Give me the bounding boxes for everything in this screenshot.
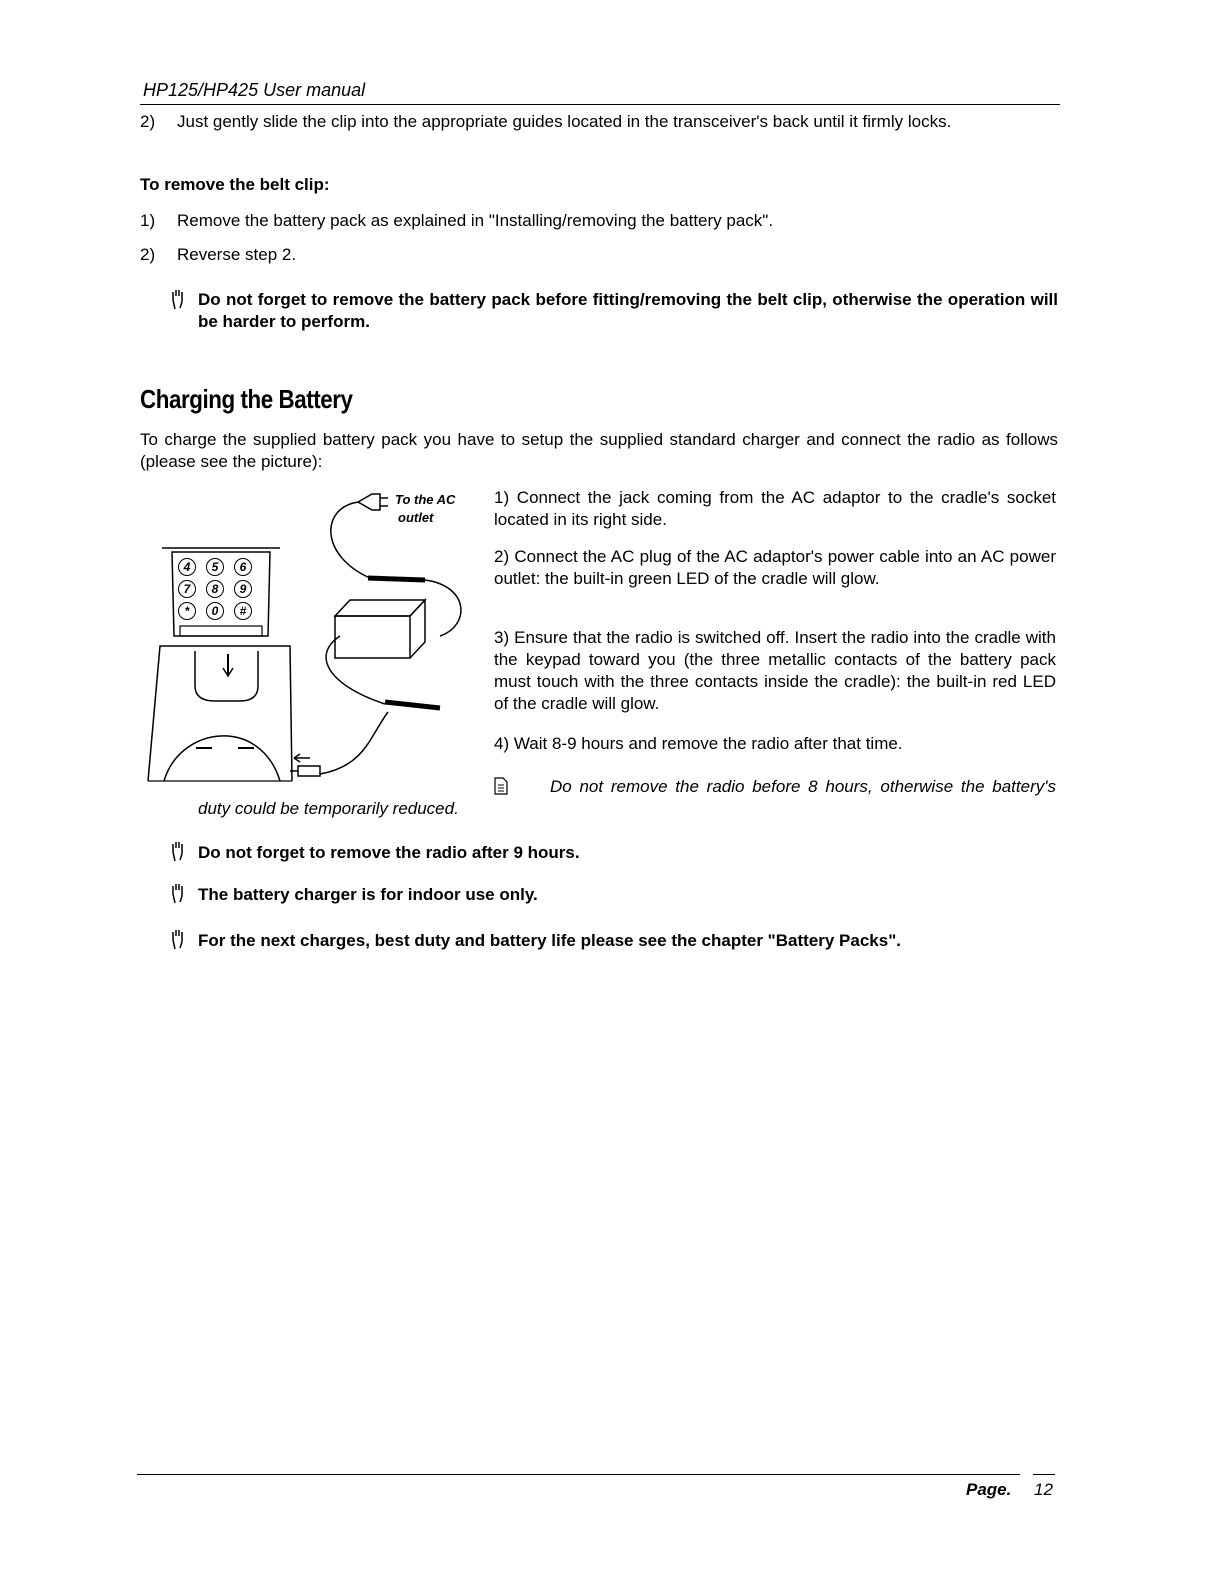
- hand-icon: [170, 288, 188, 315]
- figure-label-line1: To the AC: [395, 492, 456, 507]
- step-text: Wait 8-9 hours and remove the radio after that time.: [513, 734, 903, 753]
- step-number: 2): [494, 547, 510, 566]
- charging-warning-1: Do not forget to remove the radio after 9 hours.: [198, 843, 580, 862]
- keypad-key: 4: [178, 558, 196, 576]
- keypad: [178, 558, 268, 620]
- keypad-key: 7: [178, 580, 196, 598]
- step-number: 1): [494, 488, 510, 507]
- page-label: Page.: [966, 1480, 1012, 1499]
- section-title: Charging the Battery: [140, 384, 353, 414]
- step-number: 2): [140, 112, 156, 131]
- step-text: Ensure that the radio is switched off. Insert the radio into the cradle with the keypad toward you (the three metallic contacts of the battery pack must touch with the three contacts inside the cradle): the built-in red LED of the cradle will glow.: [494, 628, 1056, 713]
- header-divider: [140, 104, 1060, 105]
- page-number: 12: [1034, 1480, 1053, 1499]
- step-text: Connect the jack coming from the AC adaptor to the cradle's socket located in its right side.: [494, 488, 1056, 529]
- charging-note: Do not remove the radio before 8 hours, otherwise the battery's duty could be temporarily reduced.: [198, 777, 1056, 818]
- hand-icon: [170, 882, 188, 909]
- step-text: Reverse step 2.: [177, 245, 297, 264]
- keypad-key: 6: [234, 558, 252, 576]
- step-number: 2): [140, 245, 156, 264]
- keypad-key: *: [178, 602, 196, 620]
- charging-step-4: [494, 733, 1056, 755]
- hand-icon: [170, 840, 188, 867]
- remove-step-1: [140, 210, 1060, 232]
- keypad-key: 5: [206, 558, 224, 576]
- step-text: Connect the AC plug of the AC adaptor's power cable into an AC power outlet: the built-in green LED of the cradle will glow.: [494, 547, 1056, 588]
- step-number: 1): [140, 211, 156, 230]
- charger-figure: [140, 486, 480, 786]
- charging-step-3: [494, 627, 1056, 715]
- step-number: 4): [494, 734, 510, 753]
- footer-divider: [137, 1474, 1020, 1475]
- charging-intro: To charge the supplied battery pack you have to setup the supplied standard charger and connect the radio as follows (please see the picture):: [140, 430, 1058, 471]
- keypad-key: #: [234, 602, 252, 620]
- charging-step-2: [494, 546, 1056, 590]
- remove-clip-heading: To remove the belt clip:: [140, 175, 330, 194]
- charging-warning-2: The battery charger is for indoor use only.: [198, 885, 538, 904]
- step-text: Remove the battery pack as explained in "Installing/removing the battery pack".: [177, 211, 774, 230]
- running-header: HP125/HP425 User manual: [143, 80, 366, 100]
- step-number: 3): [494, 628, 510, 647]
- remove-clip-warning: Do not forget to remove the battery pack before fitting/removing the belt clip, otherwise the operation will be harder to perform.: [198, 290, 1058, 331]
- footer-divider-short: [1033, 1474, 1055, 1475]
- intro-step: [140, 111, 1060, 133]
- figure-label-line2: outlet: [398, 510, 434, 525]
- remove-step-2: [140, 244, 1060, 266]
- charging-warning-3: For the next charges, best duty and battery life please see the chapter "Battery Packs".: [198, 931, 901, 950]
- keypad-key: 9: [234, 580, 252, 598]
- charging-step-1: [494, 487, 1056, 531]
- charger-illustration: [140, 486, 480, 786]
- hand-icon: [170, 928, 188, 955]
- step-text: Just gently slide the clip into the appropriate guides located in the transceiver's back until it firmly locks.: [177, 112, 952, 131]
- keypad-key: 0: [206, 602, 224, 620]
- keypad-key: 8: [206, 580, 224, 598]
